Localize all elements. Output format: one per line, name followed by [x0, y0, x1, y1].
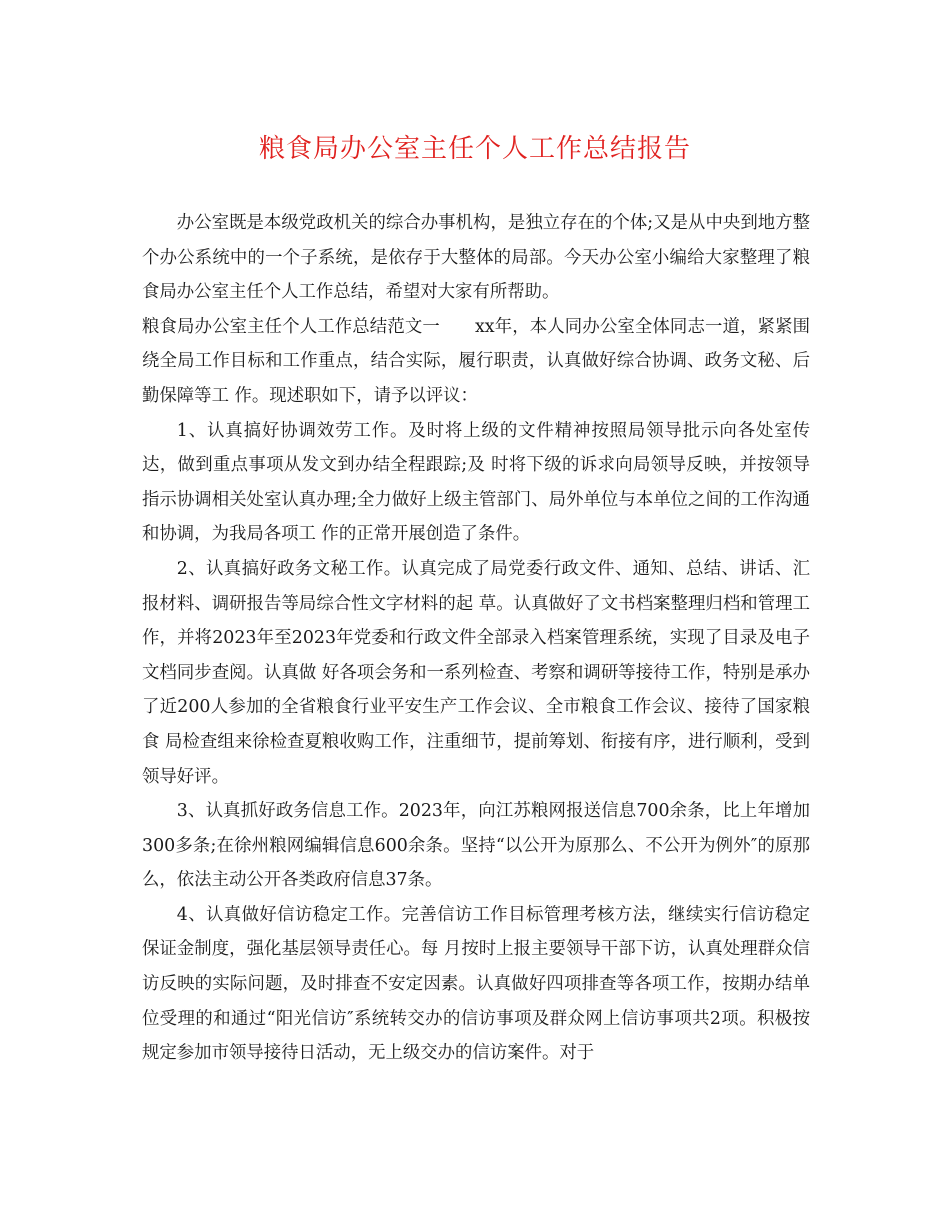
- paragraph-item-2: 2、认真搞好政务文秘工作。认真完成了局党委行政文件、通知、总结、讲话、汇报材料、调研报告等局综合性文字材料的起 草。认真做好了文书档案整理归档和管理工作，并将2023年至2023年党委和行政文件全部录入档案管理系统，实现了目录及电子文档同步查阅。认真做 好各项会务和一系列检查、考察和调研等接待工作，特别是承办了近200人参加的全省粮食行业平安生产工作会议、全市粮食工作会议、接待了国家粮食 局检查组来徐检查夏粮收购工作，注重细节，提前筹划、衔接有序，进行顺利，受到领导好评。: [142, 558, 810, 787]
- paragraph-intro: 办公室既是本级党政机关的综合办事机构，是独立存在的个体;又是从中央到地方整个办公系统中的一个子系统，是依存于大整体的局部。今天办公室小编给大家整理了粮食局办公室主任个人工作总结，希望对大家有所帮助。: [142, 213, 810, 303]
- paragraph-item-3: 3、认真抓好政务信息工作。2023年，向江苏粮网报送信息700余条，比上年增加300多条;在徐州粮网编辑信息600余条。坚持“以公开为原那么、不公开为例外″的原那么，依法主动公开各类政府信息37条。: [142, 801, 810, 891]
- paragraph-item-1: 1、认真搞好协调效劳工作。及时将上级的文件精神按照局领导批示向各处室传达，做到重点事项从发文到办结全程跟踪;及 时将下级的诉求向局领导反映，并按领导指示协调相关处室认真办理;全力做好上级主管部门、局外单位与本单位之间的工作沟通和协调，为我局各项工 作的正常开展创造了条件。: [142, 420, 810, 545]
- paragraph-item-4: 4、认真做好信访稳定工作。完善信访工作目标管理考核方法，继续实行信访稳定保证金制度，强化基层领导责任心。每 月按时上报主要领导干部下访，认真处理群众信访反映的实际问题，及时排查不安定因素。认真做好四项排查等各项工作，按期办结单位受理的和通过“阳光信访″系统转交办的信访事项及群众网上信访事项共2项。积极按规定参加市领导接待日活动，无上级交办的信访案件。对于: [142, 904, 810, 1064]
- document-body: [142, 206, 810, 1071]
- document-title: 粮食局办公室主任个人工作总结报告: [258, 134, 691, 164]
- paragraph-sample-heading: 粮食局办公室主任个人工作总结范文一 xx年，本人同办公室全体同志一道，紧紧围绕全局工作目标和工作重点，结合实际，履行职责，认真做好综合协调、政务文秘、后勤保障等工 作。现述职如下，请予以评议：: [142, 316, 810, 406]
